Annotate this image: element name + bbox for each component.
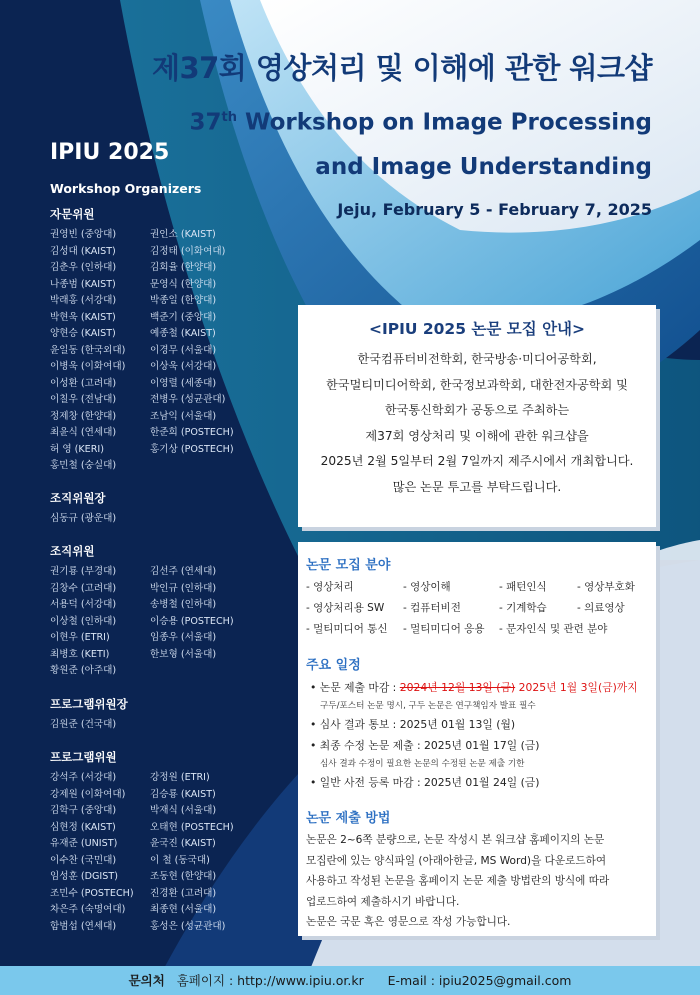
advisory-heading: 자문위원 (50, 207, 95, 221)
member-name: 유재준 (UNIST) (50, 838, 118, 849)
member-name: 권영빈 (중앙대) (50, 229, 117, 240)
email-link[interactable]: E-mail : ipiu2025@gmail.com (387, 973, 572, 988)
member-name: 김창수 (고려대) (50, 582, 117, 594)
announcement-line: 한국멀티미디어학회, 한국정보과학회, 대한전자공학회 및 (326, 377, 628, 392)
member-name: 이수찬 (국민대) (50, 854, 117, 866)
field-item: - 기계학습 (499, 602, 547, 614)
member-name: 김춘우 (인하대) (50, 262, 117, 273)
member-name: 최종현 (서울대) (150, 904, 217, 915)
chair-members (50, 511, 290, 528)
field-item: - 영상처리 (306, 581, 354, 593)
homepage-link[interactable]: 홈페이지 : http://www.ipiu.or.kr (176, 973, 364, 988)
member-name: 김회율 (한양대) (150, 262, 217, 273)
member-name: 백준기 (중앙대) (150, 311, 217, 323)
field-item: - 영상부호화 (577, 581, 635, 593)
contact-label: 문의처 (128, 973, 165, 988)
member-name: 심동규 (광운대) (50, 513, 117, 524)
announcement-lines (298, 347, 656, 500)
organizers-heading: Workshop Organizers (50, 181, 202, 196)
announcement-line: 한국컴퓨터비전학회, 한국방송·미디어공학회, (357, 352, 597, 366)
member-name: 황원준 (아주대) (50, 665, 117, 676)
member-name: 이상욱 (서강대) (150, 361, 217, 372)
member-name: 이상철 (인하대) (50, 615, 117, 627)
member-name: 권기룡 (부경대) (50, 566, 117, 577)
member-name: 이영렬 (세종대) (150, 377, 217, 389)
method-text (306, 830, 648, 933)
ipiu-heading: IPIU 2025 (50, 140, 170, 165)
member-name: 조동현 (한양대) (150, 871, 217, 882)
member-name: 강정원 (ETRI) (150, 772, 210, 783)
member-name: 윤국진 (KAIST) (150, 838, 216, 849)
details-box (298, 542, 656, 936)
member-name: 박래홍 (서강대) (50, 295, 117, 306)
member-name: 임종우 (서울대) (150, 632, 217, 643)
announcement-line: 2025년 2월 5일부터 2월 7일까지 제주시에서 개최합니다. (320, 454, 634, 468)
member-name: 홍기상 (POSTECH) (150, 443, 234, 455)
program-heading: 프로그램위원 (50, 750, 117, 764)
contact-footer (0, 966, 700, 995)
method-line: 논문은 국문 혹은 영문으로 작성 가능합니다. (306, 916, 511, 928)
fields-list (306, 577, 648, 640)
member-name: 진경환 (고려대) (150, 887, 217, 899)
member-name: 이칠우 (전남대) (50, 394, 117, 405)
member-name: 한보형 (서울대) (150, 648, 217, 660)
announcement-title: <IPIU 2025 논문 모집 안내> (368, 320, 586, 338)
method-line: 업로드하여 제출하시기 바랍니다. (306, 895, 460, 908)
member-name: 박현욱 (KAIST) (50, 311, 116, 323)
schedule-final: • 최종 수정 논문 제출 : 2025년 01월 17일 (금) (310, 739, 540, 752)
event-dates: Jeju, February 5 - February 7, 2025 (337, 200, 652, 219)
member-name: 양현승 (KAIST) (50, 328, 116, 339)
announcement-box (298, 305, 656, 527)
member-name: 나종범 (KAIST) (50, 278, 116, 290)
program-committee (50, 749, 290, 935)
schedule-review: • 심사 결과 통보 : 2025년 01월 13일 (월) (310, 718, 516, 731)
member-name: 김정태 (이화여대) (150, 245, 226, 257)
chair-committee (50, 490, 290, 528)
program-chair-committee (50, 696, 290, 734)
member-name: 함범섭 (연세대) (50, 920, 117, 932)
method-line: 논문은 2~6쪽 분량으로, 논문 작성시 본 워크샵 홈페이지의 논문 (306, 834, 605, 846)
schedule-list (306, 677, 648, 793)
member-name: 박종일 (한양대) (150, 295, 217, 306)
method-heading: 논문 제출 방법 (306, 811, 391, 826)
member-name: 조민수 (POSTECH) (50, 887, 134, 899)
field-item: - 영상처리용 SW (306, 602, 385, 614)
program-chair-heading: 프로그램위원장 (50, 697, 128, 711)
organizing-members (50, 564, 290, 680)
field-item: - 문자인식 및 관련 분야 (499, 623, 608, 635)
submission-old-date: 2024년 12월 13일 (금) (399, 681, 516, 694)
field-item: - 멀티미디어 응용 (403, 623, 485, 635)
member-name: 김성대 (KAIST) (50, 245, 116, 257)
final-note: 심사 결과 수정이 필요한 논문의 수정된 논문 제출 기한 (320, 759, 525, 769)
method-line: 모집란에 있는 양식파일 (아래아한글, MS Word)을 다운로드하여 (306, 854, 607, 867)
member-name: 이병욱 (이화여대) (50, 361, 126, 372)
field-item: - 패턴인식 (499, 581, 547, 593)
member-name: 박재식 (서울대) (150, 805, 217, 816)
member-name: 최윤식 (연세대) (50, 427, 117, 438)
member-name: 권인소 (KAIST) (150, 229, 216, 240)
member-name: 홍성은 (성균관대) (150, 920, 226, 932)
submission-new-date: 2025년 1월 3일(금)까지 (515, 681, 638, 694)
title-english (190, 96, 652, 189)
field-item: - 컴퓨터비전 (403, 602, 461, 614)
member-name: 전병우 (성균관대) (150, 394, 226, 405)
member-name: 윤일동 (한국외대) (50, 344, 126, 356)
title-english-line1 (190, 96, 652, 145)
member-name: 김승룡 (KAIST) (150, 788, 216, 800)
title-english-line2: and Image Understanding (315, 153, 652, 180)
program-members (50, 770, 290, 935)
field-item: - 의료영상 (577, 602, 625, 614)
member-name: 이경무 (서울대) (150, 344, 217, 356)
schedule-heading: 주요 일정 (306, 658, 361, 673)
member-name: 심현정 (KAIST) (50, 821, 116, 833)
announcement-line: 많은 논문 투고를 부탁드립니다. (392, 479, 562, 494)
member-name: 이승용 (POSTECH) (150, 615, 234, 627)
member-name: 송병철 (인하대) (150, 599, 217, 610)
member-name: 이성환 (고려대) (50, 377, 117, 389)
member-name: 차은주 (숙명여대) (50, 904, 126, 915)
organizing-committee (50, 543, 290, 680)
member-name: 박인규 (인하대) (150, 582, 217, 594)
member-name (150, 663, 270, 680)
member-name: 예종철 (KAIST) (150, 328, 216, 339)
method-line: 사용하고 작성된 논문을 홈페이지 논문 제출 방법란의 방식에 따라 (306, 875, 610, 887)
title-english-rest: Workshop on Image Processing (237, 109, 652, 136)
member-name: 조남익 (서울대) (150, 410, 217, 422)
submission-note: 구두/포스터 논문 명시, 구두 논문은 연구책임자 발표 필수 (320, 701, 536, 711)
member-name: 이현우 (ETRI) (50, 632, 110, 643)
field-item: - 영상이해 (403, 581, 451, 593)
organizing-heading: 조직위원 (50, 544, 95, 558)
member-name: 정제창 (한양대) (50, 410, 117, 422)
advisory-members (50, 227, 290, 475)
member-name: 문영식 (한양대) (150, 278, 217, 290)
member-name: 한준희 (POSTECH) (150, 427, 234, 438)
member-name: 최병호 (KETI) (50, 648, 110, 660)
member-name: 홍민철 (숭실대) (50, 460, 117, 471)
member-name: 임성훈 (DGIST) (50, 871, 118, 882)
schedule-submission (306, 677, 648, 698)
member-name: 강석주 (서강대) (50, 772, 117, 783)
member-name (150, 458, 270, 475)
announcement-line: 한국통신학회가 공동으로 주최하는 (384, 403, 570, 417)
member-name: 김원준 (건국대) (50, 719, 117, 730)
title-korean: 제37회 영상처리 및 이해에 관한 워크샵 (151, 51, 652, 85)
chair-heading: 조직위원장 (50, 491, 106, 505)
member-name: 강제원 (이화여대) (50, 788, 126, 800)
member-name: 허 영 (KERI) (50, 443, 104, 455)
member-name: 김학구 (중앙대) (50, 805, 117, 816)
member-name: 이 철 (동국대) (150, 854, 210, 866)
member-name: 김선주 (연세대) (150, 566, 217, 577)
title-ordinal: th (221, 110, 238, 125)
program-chair-members (50, 717, 290, 734)
fields-heading: 논문 모집 분야 (306, 558, 391, 573)
field-item: - 멀티미디어 통신 (306, 623, 388, 635)
advisory-committee (50, 206, 290, 475)
member-name: 서용덕 (서강대) (50, 599, 117, 610)
announcement-line: 제37회 영상처리 및 이해에 관한 워크샵을 (365, 428, 589, 443)
member-name: 오태현 (POSTECH) (150, 821, 234, 833)
schedule-registration: • 일반 사전 등록 마감 : 2025년 01월 24일 (금) (310, 776, 540, 789)
submission-label: • 논문 제출 마감 : (310, 681, 400, 694)
title-number: 37 (189, 109, 222, 136)
